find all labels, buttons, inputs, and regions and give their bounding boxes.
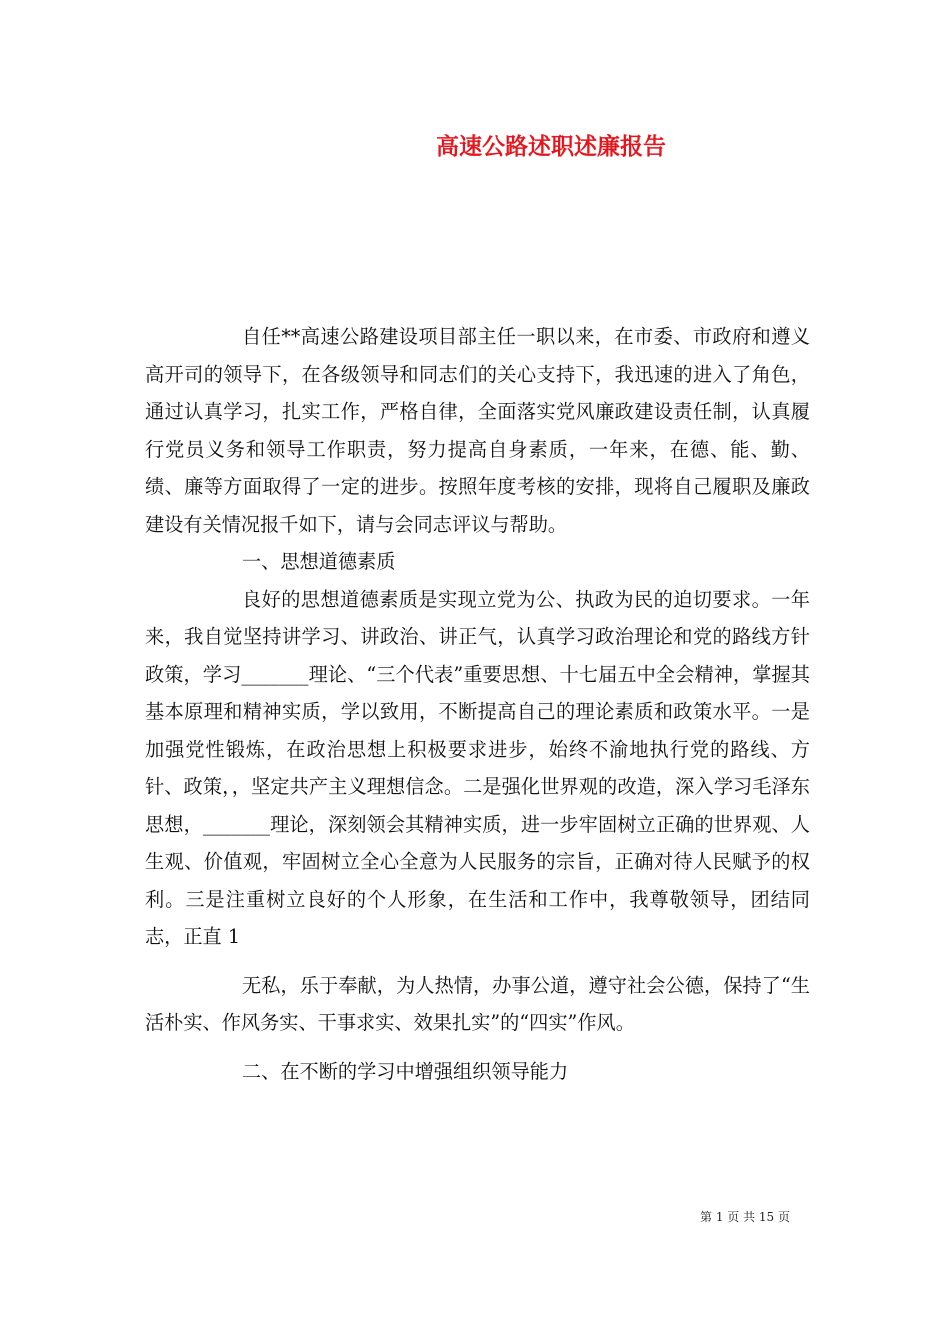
section-heading-2: 二、在不断的学习中增强组织领导能力 — [242, 1059, 569, 1083]
section-1-continuation: 无私，乐于奉献，为人热情，办事公道，遵守社会公德，保持了“生活朴实、作风务实、干事求实、效果扎实”的“四实”作风。 — [145, 973, 810, 1034]
page-number-footer: 第 1 页 共 15 页 — [700, 1210, 790, 1224]
document-body — [145, 318, 810, 1090]
section-1-paragraph: 良好的思想道德素质是实现立党为公、执政为民的迫切要求。一年来，我自觉坚持讲学习、讲政治、讲正气，认真学习政治理论和党的路线方针政策，学习_______理论、“三个代表”重要思想、十七届五中全会精神，掌握其基本原理和精神实质，学以致用，不断提高自己的理论素质和政策水平。一是加强党性锻炼，在政治思想上积极要求进步，始终不渝地执行党的路线、方针、政策，，坚定共产主义理想信念。二是强化世界观的改造，深入学习毛泽东思想，_______理论，深刻领会其精神实质，进一步牢固树立正确的世界观、人生观、价值观，牢固树立全心全意为人民服务的宗旨，正确对待人民赋予的权利。三是注重树立良好的个人形象，在生活和工作中，我尊敬领导，团结同志，正直 1 — [145, 587, 810, 948]
intro-paragraph: 自任**高速公路建设项目部主任一职以来，在市委、市政府和遵义高开司的领导下，在各级领导和同志们的关心支持下，我迅速的进入了角色，通过认真学习，扎实工作，严格自律，全面落实党风廉政建设责任制，认真履行党员义务和领导工作职责，努力提高自身素质，一年来，在德、能、勤、绩、廉等方面取得了一定的进步。按照年度考核的安排，现将自己履职及廉政建设有关情况报千如下，请与会同志评议与帮助。 — [145, 325, 810, 536]
section-heading-1: 一、思想道德素质 — [242, 550, 396, 573]
document-title: 高速公路述职述廉报告 — [436, 133, 666, 160]
